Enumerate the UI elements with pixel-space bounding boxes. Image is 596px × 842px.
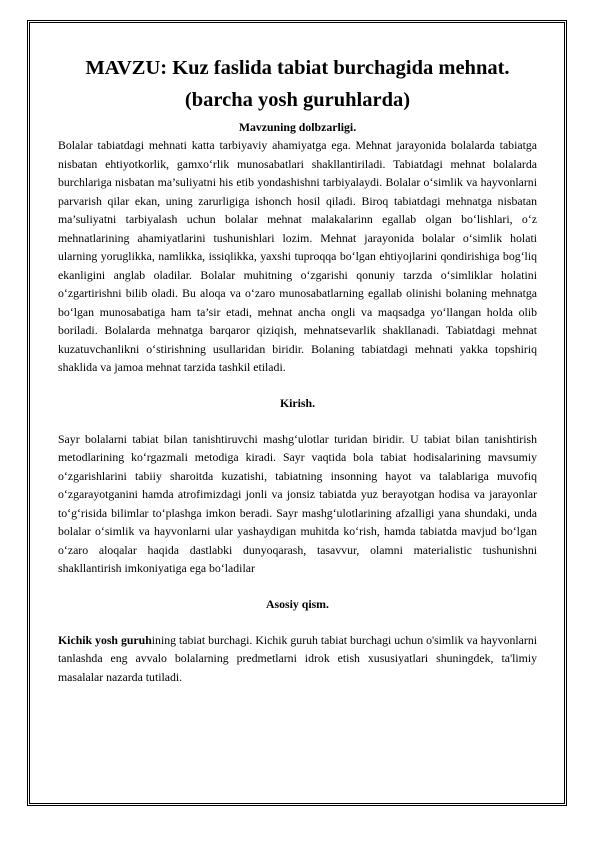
section-heading-introduction: Kirish.: [279, 395, 316, 410]
paragraph-introduction: Sayr bolalarni tabiat bilan tanishtiruvchi mashg‘ulotlar turidan biridir. U tabiat bilan tanishtirish metodlarining ko‘rgazmali metodiga kiradi. Sayr vaqtida bola tabiat hodisalarining mavsumiy o‘zgarishlarini tabiiy sharoitda kuzatishi, tabiatning insonning hayot va talablariga muvofiq o‘zgarayotganini hamda atrofimizdagi jonli va jonsiz tabiatda yuz berayotgan hodisa va jarayonlar to‘g‘risida bilimlar to‘plashga imkon beradi. Sayr mashg‘ulotlarining afzalligi yana shundaki, unda bolalar o‘simlik va hayvonlarni ular yashaydigan muhitda ko‘rish, hamda tabiatda mavjud bo‘lgan o‘zaro aloqalar haqida dastlabki dunyoqarash, tasavvur, olamni materialistic tushunishni shakllantirish imkoniyatiga ega bo‘ladilar: [58, 431, 537, 575]
document-body: [58, 52, 537, 686]
paragraph-main-text: ining tabiat burchagi. Kichik guruh tabiat burchagi uchun o'simlik va hayvonlarni tanlashda eng avvalo bolalarning predmetlarni idrok etish xususiyatlari shuningdek, ta'limiy masalalar nazarda tutiladi.: [58, 632, 537, 684]
document-title: MAVZU: Kuz faslida tabiat burchagida mehnat.: [85, 57, 510, 79]
paragraph-relevance: Bolalar tabiatdagi mehnati katta tarbiyaviy ahamiyatga ega. Mehnat jarayonida bolalarda tabiatga nisbatan ehtiyotkorlik, gamxo‘rlik munosabatlari shakllantiriladi. Tabiatdagi mehnat bolalarda burchlariga nisbatan ma’suliyatni his etib yondashishni tarbiyalaydi. Bolalar o‘simlik va hayvonlarni parvarish qilar ekan, uning zarurligiga ishonch hosil qiladi. Biroq tabiatdagi mehnatga nisbatan ma’suliyatni tarbiyalash uchun bolalar mehnat malakalarinn egallab olgan bo‘lishlari, o‘z mehnatlarining ahamiyatlarini tushunishlari lozim. Mehnat jarayonida bolalar o‘simlik holati ularning yoruglikka, namlikka, issiqlikka, yaxshi tuproqqa bo‘lgan ehtiyojlarini qondirishiga bog‘liq ekanligini anglab oladilar. Bolalar muhitning o‘zgarishi qonuniy tarzda o‘simliklar holatini o‘zgartirishni bilib oladi. Bu aloqa va o‘zaro munosabatlarning egallab olinishi bolaning mehnatga bo‘lgan munosabatiga ham ta’sir etadi, mehnat ancha ongli va maqsadga yo‘llangan holda olib boriladi. Bolalarda mehnatga barqaror qiziqish, mehnatsevarlik shakllanadi. Tabiatdagi mehnat kuzatuvchanlikni o‘stirishning usullaridan biridir. Bolaning tabiatdagi mehnati yakka topshiriq shaklida va jamoa mehnat tarzida tashkil etiladi.: [58, 138, 537, 374]
section-heading-main-part: Asosiy qism.: [266, 596, 329, 611]
section-heading-relevance: Mavzuning dolbzarligi.: [238, 120, 357, 134]
paragraph-main-part: [58, 631, 537, 687]
paragraph-lead-phrase: Kichik yosh guruh: [58, 632, 152, 647]
document-subtitle: (barcha yosh guruhlarda): [184, 89, 411, 111]
